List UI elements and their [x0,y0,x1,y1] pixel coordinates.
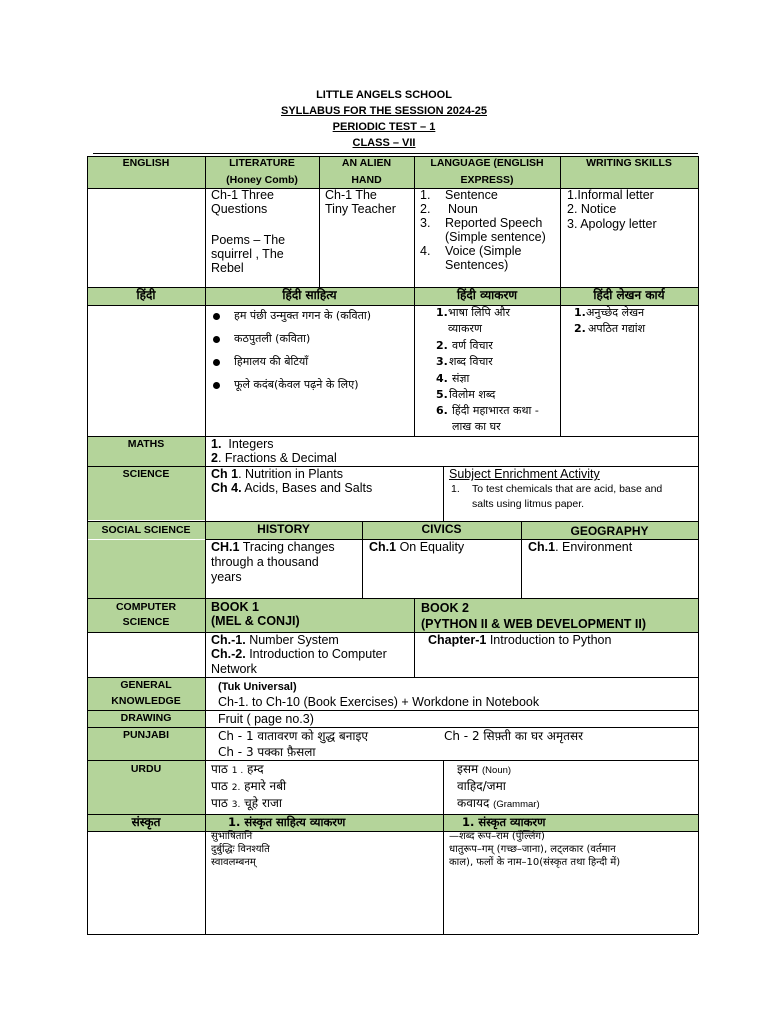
punjabi-label: PUNJABI [122,729,170,741]
urdu-word: पाठ [211,796,228,810]
sanskrit-literature-item: दुर्बुद्धिः विनश्यति [211,844,270,855]
science-item [211,481,372,495]
science-label: SCIENCE [122,468,170,480]
language-item: Noun [448,202,478,216]
book1-title: BOOK 1 [211,600,259,614]
hindi-literature-item [213,355,308,369]
grid-line [87,831,698,832]
maths-text: . Fractions & Decimal [217,451,337,465]
literature-line: squirrel , The [211,247,284,261]
book2-title: BOOK 2 [421,601,469,615]
urdu-word: हम्द [247,762,264,776]
science-chapter: Ch 4. [211,481,242,495]
computer-text: Network [211,662,257,676]
test-title: PERIODIC TEST – 1 [332,121,436,133]
bullet-icon [213,313,220,320]
urdu-word: हमारे नबी [244,779,287,793]
hindi-grammar-number: 6. [436,404,448,417]
language-item: Sentences) [445,258,509,272]
urdu-gloss: (Noun) [482,765,512,776]
header-rule [93,153,698,154]
geography-chapter: Ch.1 [528,540,556,554]
grid-line [698,156,699,934]
sanskrit-literature-item: स्वावलम्बनम् [211,857,256,868]
sanskrit-grammar-item: धातुरूप–गम् (गच्छ–जाना), लट्लकार (वर्तमान [449,844,616,855]
history-chapter: CH.1 [211,540,240,554]
science-chapter: Ch 1 [211,467,239,481]
urdu-label: URDU [130,763,162,775]
history-text: Tracing changes [239,540,335,554]
language-title: LANGUAGE (ENGLISH [430,157,544,169]
urdu-word: इसम [457,762,479,776]
history-text: years [211,570,242,584]
maths-item [211,451,337,465]
urdu-gloss: (Grammar) [493,799,540,810]
science-item [211,467,343,481]
language-number: 4. [420,244,431,258]
science-text: . Nutrition in Plants [238,467,344,481]
computer-text: Introduction to Python [486,633,612,647]
language-number: 1. [420,188,431,202]
urdu-number: 3. [231,800,241,810]
alien-line: Ch-1 The [325,188,377,202]
hindi-grammar-title: हिंदी व्याकरण [456,288,518,302]
hindi-label: हिंदी [136,288,156,302]
punjabi-item: Ch - 1 वातावरण को शुद्ध बनाइए [218,729,369,743]
history-item [211,540,335,554]
grid-line [443,466,444,521]
writing-item: 1.Informal letter [567,188,654,202]
hindi-writing-title: हिंदी लेखन कार्य [593,288,665,302]
hindi-grammar-item: लाख का घर [452,420,501,433]
computer-text: Introduction to Computer [245,647,387,661]
computer-item [211,633,339,647]
gk-label: KNOWLEDGE [111,695,181,707]
gk-publisher: (Tuk Universal) [218,681,297,693]
computer-item [428,633,611,647]
urdu-grammar-item: वाहिद/जमा [457,779,506,793]
civics-title: CIVICS [421,522,462,536]
computer-item [211,647,387,661]
alien-line: Tiny Teacher [325,202,396,216]
urdu-item [211,796,282,812]
hindi-grammar-item: शब्द विचार [449,355,493,368]
sanskrit-grammar-item: काल), फलों के नाम–10(संस्कृत तथा हिन्दी में) [449,857,621,868]
sanskrit-label: संस्कृत [131,815,161,829]
hindi-writing-number: 1. [574,306,586,319]
urdu-grammar-item [457,762,511,778]
hindi-grammar-number: 2. [436,339,448,352]
urdu-word: पाठ [211,779,228,793]
sanskrit-literature-title: 1. संस्कृत साहित्य व्याकरण [228,815,346,829]
hindi-grammar-item: व्याकरण [448,322,482,335]
language-number: 2. [420,202,431,216]
urdu-grammar-item [457,796,540,812]
enrichment-text: To test chemicals that are acid, base and [472,483,663,495]
history-title: HISTORY [257,522,310,536]
urdu-item [211,779,286,795]
urdu-word: पाठ [211,762,228,776]
hindi-grammar-item: वर्ण विचार [452,339,493,352]
sanskrit-grammar-item: —शब्द रूप–राम (पुँल्लिंग) [449,831,545,842]
history-text: through a thousand [211,555,319,569]
urdu-number: 2. [231,783,241,793]
hindi-literature-title: हिंदी साहित्य [282,288,337,302]
literature-line: Rebel [211,261,244,275]
language-item: Voice (Simple [445,244,522,258]
hindi-grammar-number: 4. [436,372,448,385]
hindi-grammar-number: 5. [436,388,448,401]
language-item: (Simple sentence) [445,230,546,244]
grid-line [414,598,415,677]
maths-item [211,437,274,451]
language-item: Reported Speech [445,216,543,230]
class-title: CLASS – VII [352,137,416,149]
maths-label: MATHS [127,438,165,450]
maths-text: Integers [228,437,274,451]
school-name: LITTLE ANGELS SCHOOL [316,89,452,101]
language-subtitle: EXPRESS) [460,174,514,186]
grid-line [443,760,444,814]
maths-number: 2 [211,451,218,465]
book2-subtitle: (PYTHON II & WEB DEVELOPMENT II) [421,617,647,631]
language-item: Sentence [445,188,498,202]
urdu-number: 1 . [231,766,244,776]
hindi-literature-text: कठपुतली (कविता) [234,332,311,345]
alien-hand-title: AN ALIEN [341,157,392,169]
language-number: 3. [420,216,431,230]
computer-chapter: Ch.-2. [211,647,246,661]
literature-title: LITERATURE [229,157,295,169]
alien-hand-subtitle: HAND [351,174,382,186]
writing-skills-title: WRITING SKILLS [586,157,672,169]
geography-title: GEOGRAPHY [570,524,649,538]
hindi-literature-item [213,378,358,392]
writing-item: 2. Notice [567,202,617,216]
punjabi-item: Ch - 3 पक्का फ़ैसला [218,745,316,759]
hindi-grammar-item: विलोम शब्द [449,388,496,401]
hindi-literature-item [213,332,310,346]
hindi-grammar-item: हिंदी महाभारत कथा - [452,404,539,417]
grid-line [443,814,444,934]
book1-subtitle: (MEL & CONJI) [211,614,300,628]
hindi-literature-text: फूले कदंब(केवल पढ़ने के लिए) [234,378,359,391]
english-label: ENGLISH [122,157,170,169]
bullet-icon [213,382,220,389]
computer-chapter: Ch.-1. [211,633,246,647]
hindi-grammar-number: 3. [436,355,448,368]
social-label-band [87,540,205,598]
computer-text: Number System [245,633,339,647]
bullet-icon [213,336,220,343]
computer-chapter: Chapter-1 [428,633,487,647]
geography-item [528,540,632,554]
gk-text: Ch-1. to Ch-10 (Book Exercises) + Workdone in Notebook [218,695,540,709]
civics-chapter: Ch.1 [369,540,397,554]
grid-line [87,934,698,935]
hindi-writing-item: अपठित गद्यांश [588,322,646,335]
literature-line: Ch-1 Three [211,188,274,202]
urdu-word: चूहे राजा [244,796,282,810]
sanskrit-grammar-title: 1. संस्कृत व्याकरण [462,815,546,829]
drawing-label: DRAWING [120,712,172,724]
literature-line: Poems – The [211,233,286,247]
hindi-writing-item: अनुच्छेद लेखन [586,306,645,319]
hindi-grammar-item: भाषा लिपि और [448,306,510,319]
gk-label: GENERAL [120,679,172,691]
syllabus-title: SYLLABUS FOR THE SESSION 2024-25 [281,105,487,117]
bullet-icon [213,359,220,366]
enrichment-number: 1. [451,483,460,495]
computer-label: SCIENCE [122,616,170,628]
maths-number: 1. [211,437,222,451]
enrichment-title: Subject Enrichment Activity [449,467,600,481]
hindi-literature-text: हिमालय की बेटियाँ [234,355,309,368]
hindi-literature-item [213,309,371,323]
social-science-label: SOCIAL SCIENCE [101,524,191,536]
urdu-word: कवायद [457,796,490,810]
sanskrit-literature-item: सुभाषितानि [211,831,253,842]
hindi-grammar-number: 1. [436,306,448,319]
literature-line: Questions [211,202,268,216]
hindi-grammar-item: संज्ञा [452,372,470,385]
literature-subtitle: (Honey Comb) [226,174,298,186]
writing-item: 3. Apology letter [567,217,657,231]
hindi-writing-number: 2. [574,322,586,335]
drawing-text: Fruit ( page no.3) [218,712,314,726]
civics-item [369,540,464,554]
enrichment-text: salts using litmus paper. [472,498,585,510]
science-text: Acids, Bases and Salts [241,481,373,495]
punjabi-item: Ch - 2 सिफ़्ती का घर अमृतसर [444,729,584,743]
computer-label: COMPUTER [115,601,177,613]
grid-line [205,156,206,934]
civics-text: On Equality [396,540,465,554]
geography-text: . Environment [555,540,633,554]
urdu-item [211,762,264,778]
hindi-literature-text: हम पंछी उन्मुक्त गगन के (कविता) [234,309,372,322]
